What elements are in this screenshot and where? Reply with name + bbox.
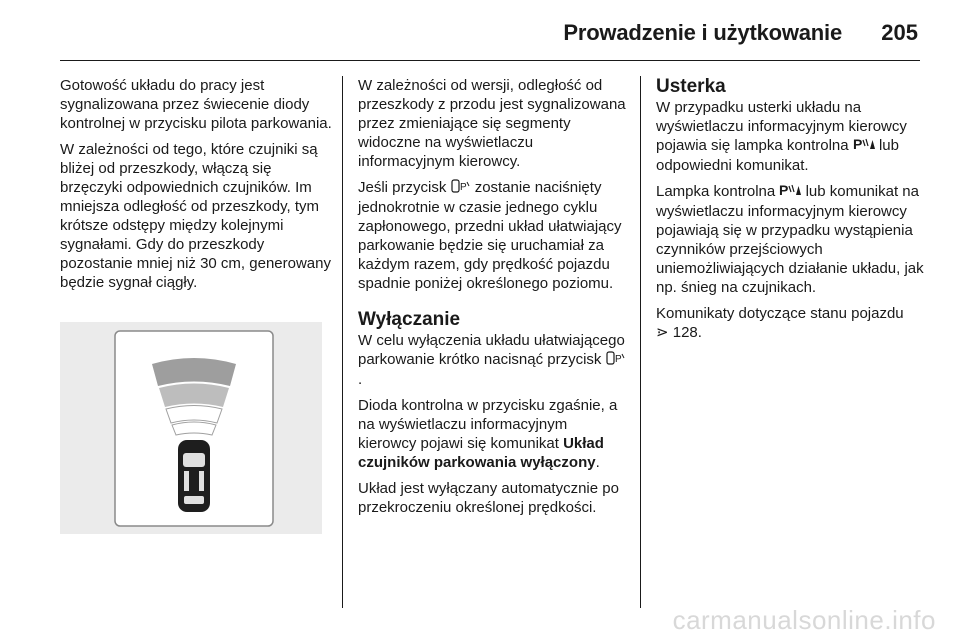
column-divider-2: [640, 76, 641, 608]
page-header: [60, 14, 920, 54]
paragraph: Jeśli przycisk P zostanie naciśnięty jednokrotnie w czasie jednego cyklu zapłonowego, przedni układ ułatwiający parkowanie będzie się uruchamiał za każdym razem, gdy prędkość pojazdu spadnie poniżej określonego poziomu.: [358, 179, 622, 292]
paragraph: Dioda kontrolna w przycisku zgaśnie, a na wyświetlaczu informacyjnym kierowcy pojawi się komunikat Układ czujników parkowania wyłączony.: [358, 397, 618, 471]
parking-sensor-illustration: [60, 322, 322, 534]
svg-text:P: P: [852, 136, 863, 151]
column-1: [60, 76, 332, 299]
column-2: [358, 76, 626, 524]
page-number: 205: [881, 20, 918, 45]
column-divider-1: [342, 76, 343, 608]
watermark: carmanualsonline.info: [672, 605, 936, 635]
park-assist-warning-icon: [853, 136, 875, 156]
paragraph: W przypadku usterki układu na wyświetlaczu informacyjnym kierowcy pojawia się lampka kontrolna P lub odpowiedni komunikat.: [656, 99, 907, 174]
svg-text:P: P: [459, 182, 467, 193]
svg-text:P: P: [614, 354, 622, 365]
page-title: Prowadzenie i użytkowanie: [563, 20, 842, 45]
section-heading: Wyłączanie: [358, 309, 461, 330]
parking-sensor-display-icon: [60, 322, 322, 534]
paragraph: W zależności od tego, które czujniki są bliżej od przeszkody, włączą się brzęczyki odpowiednich czujników. Im mniejsza odległość od przeszkody, tym krótsze odstępy między kolejnymi sygnałami. Gdy do przeszkody pozostanie mniej niż 30 cm, generowany będzie sygnał ciągły.: [60, 141, 331, 291]
parking-assist-button-icon: [606, 351, 626, 370]
paragraph: W zależności od wersji, odległość od przeszkody z przodu jest sygnalizowana przez zmieniające się segmenty widoczne na wyświetlaczu informacyjnym kierowcy.: [358, 77, 626, 170]
park-assist-warning-icon: [779, 182, 801, 202]
message-text: Układ czujników parkowania wyłączony: [358, 435, 604, 471]
paragraph: W celu wyłączenia układu ułatwiającego parkowanie krótko nacisnąć przycisk P .: [358, 332, 625, 388]
page-reference-link[interactable]: ⋗ 128.: [656, 324, 702, 341]
page-reference-arrow-icon: ⋗: [656, 324, 669, 341]
paragraph: Komunikaty dotyczące stanu pojazdu ⋗ 128.: [656, 305, 904, 341]
parking-assist-button-icon: [451, 179, 471, 198]
paragraph: Lampka kontrolna P lub komunikat na wyświetlaczu informacyjnym kierowcy pojawiają się w przypadku wystąpienia czynników przejściowych uniemożliwiających działanie układu, jak np. śnieg na czujnikach.: [656, 182, 924, 296]
column-3: [656, 76, 924, 349]
paragraph: Gotowość układu do pracy jest sygnalizowana przez świecenie diody kontrolnej w przycisku pilota parkowania.: [60, 77, 332, 132]
section-heading: Usterka: [656, 76, 726, 97]
car-icon: [178, 440, 210, 512]
paragraph: Układ jest wyłączany automatycznie po przekroczeniu określonej prędkości.: [358, 480, 619, 516]
svg-text:P: P: [779, 182, 789, 197]
header-divider: [60, 60, 920, 61]
